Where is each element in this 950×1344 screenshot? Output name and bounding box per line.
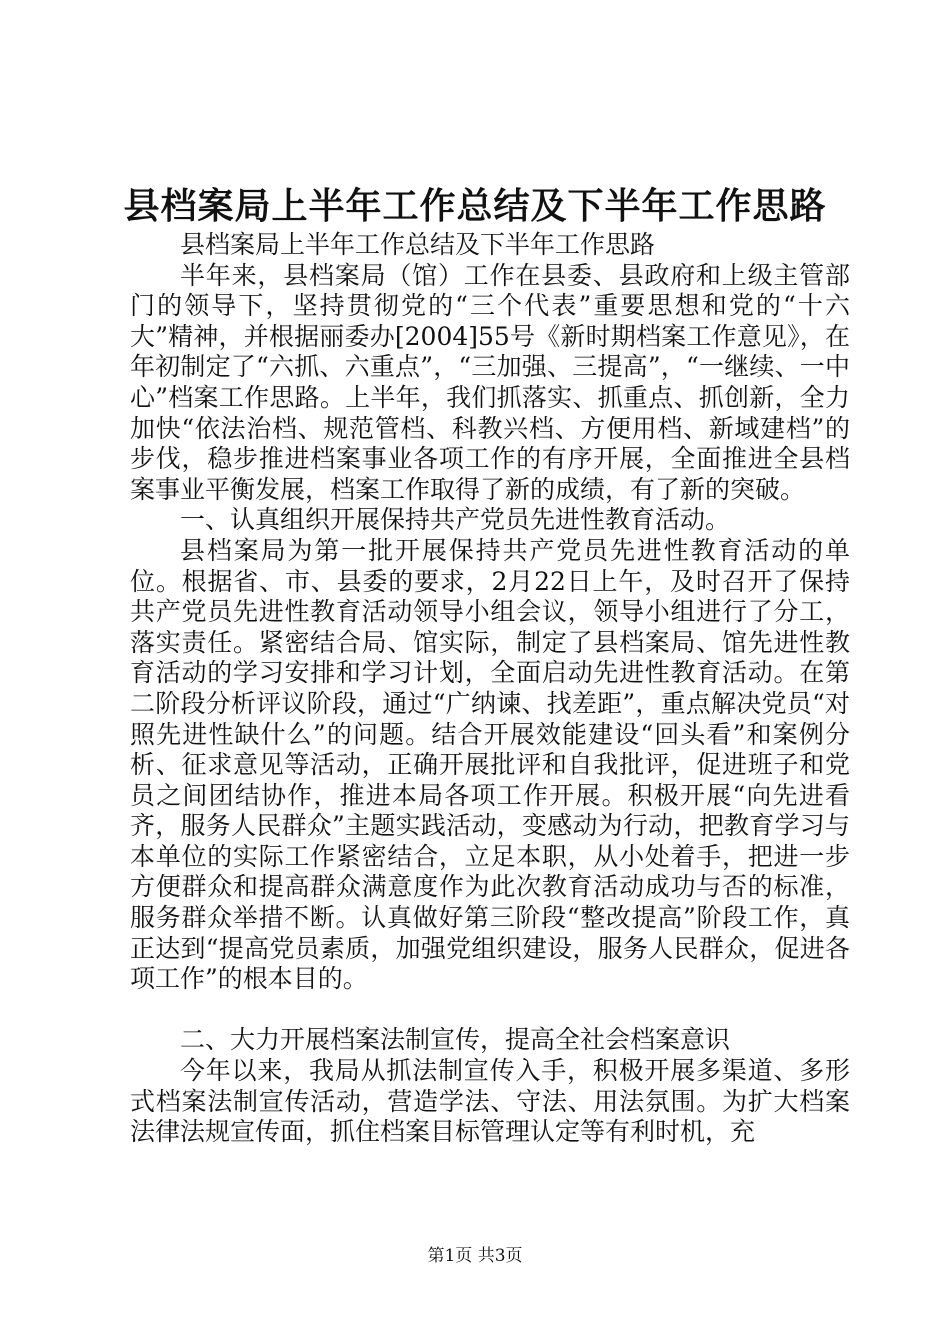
section-1-paragraph: 县档案局为第一批开展保持共产党员先进性教育活动的单位。根据省、市、县委的要求，2月22日上午，及时召开了保持共产党员先进性教育活动领导小组会议，领导小组进行了分工，落实责任。紧密结合局、馆实际，制定了县档案局、馆先进性教育活动的学习安排和学习计划，全面启动先进性教育活动。在第二阶段分析评议阶段，通过“广纳谏、找差距”，重点解决党员“对照先进性缺什么”的问题。结合开展效能建设“回头看”和案例分析、征求意见等活动，正确开展批评和自我批评，促进班子和党员之间团结协作，推进本局各项工作开展。积极开展“向先进看齐，服务人民群众”主题实践活动，变感动为行动，把教育学习与本单位的实际工作紧密结合，立足本职，从小处着手，把进一步方便群众和提高群众满意度作为此次教育活动成功与否的标准，服务群众举措不断。认真做好第三阶段“整改提高”阶段工作，真正达到“提高党员素质，加强党组织建设，服务人民群众，促进各项工作”的根本目的。 — [130, 535, 850, 994]
subtitle-paragraph: 县档案局上半年工作总结及下半年工作思路 — [180, 230, 656, 259]
document-title: 县档案局上半年工作总结及下半年工作思路 — [123, 186, 827, 227]
intro-paragraph: 半年来，县档案局（馆）工作在县委、县政府和上级主管部门的领导下，坚持贯彻党的“三个代表”重要思想和党的“十六大”精神，并根据丽委办[2004]55号《新时期档案工作意见》，在年初制定了“六抓、六重点”，“三加强、三提高”，“一继续、一中心”档案工作思路。上半年，我们抓落实、抓重点、抓创新，全力加快“依法治档、规范管档、科教兴档、方便用档、新域建档”的步伐，稳步推进档案事业各项工作的有序开展，全面推进全县档案事业平衡发展，档案工作取得了新的成绩，有了新的突破。 — [130, 260, 850, 504]
section-heading-1: 一、认真组织开展保持共产党员先进性教育活动。 — [180, 505, 731, 535]
section-heading-2: 二、大力开展档案法制宣传，提高全社会档案意识 — [180, 1025, 731, 1055]
paragraph-spacer — [130, 995, 850, 1026]
page-number-footer: 第1页 共3页 — [427, 1246, 523, 1266]
document-body — [130, 230, 850, 1148]
section-2-paragraph: 今年以来，我局从抓法制宣传入手，积极开展多渠道、多形式档案法制宣传活动，营造学法、守法、用法氛围。为扩大档案法律法规宣传面，抓住档案目标管理认定等有利时机，充 — [130, 1056, 850, 1147]
